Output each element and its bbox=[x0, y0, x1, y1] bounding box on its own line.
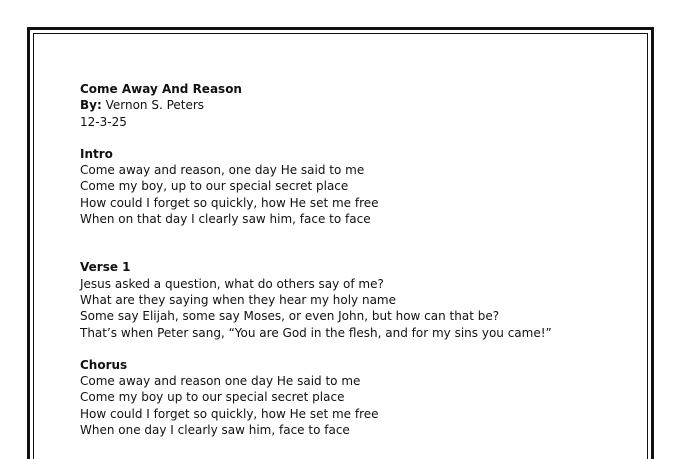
byline bbox=[80, 97, 600, 113]
lyric-line: Come my boy up to our special secret place bbox=[80, 390, 345, 405]
lyric-line: That’s when Peter sang, “You are God in the flesh, and for my sins you came!” bbox=[80, 325, 552, 340]
lyric-line: Come away and reason, one day He said to me bbox=[80, 163, 365, 178]
lyric-line: Some say Elijah, some say Moses, or even John, but how can that be? bbox=[80, 309, 500, 324]
song-date: 12-3-25 bbox=[80, 114, 127, 129]
lyric-line: When on that day I clearly saw him, face to face bbox=[80, 212, 371, 227]
lyric-line: When one day I clearly saw him, face to face bbox=[80, 423, 350, 438]
song-title: Come Away And Reason bbox=[80, 82, 242, 96]
lyric-line: What are they saying when they hear my holy name bbox=[80, 292, 397, 307]
lyric-line: Jesus asked a question, what do others say of me? bbox=[80, 276, 384, 291]
by-label: By: bbox=[80, 98, 102, 113]
lyric-line: Come away and reason one day He said to me bbox=[80, 374, 361, 389]
lyric-line: Come my boy, up to our special secret place bbox=[80, 179, 349, 194]
lyric-line: How could I forget so quickly, how He set me free bbox=[80, 406, 379, 421]
section-heading-verse-1: Verse 1 bbox=[80, 260, 131, 275]
author-name: Vernon S. Peters bbox=[101, 98, 205, 113]
section-heading-chorus: Chorus bbox=[80, 357, 128, 372]
lyric-line: How could I forget so quickly, how He set me free bbox=[80, 195, 379, 210]
section-heading-intro: Intro bbox=[80, 146, 113, 161]
document-body bbox=[80, 81, 600, 438]
